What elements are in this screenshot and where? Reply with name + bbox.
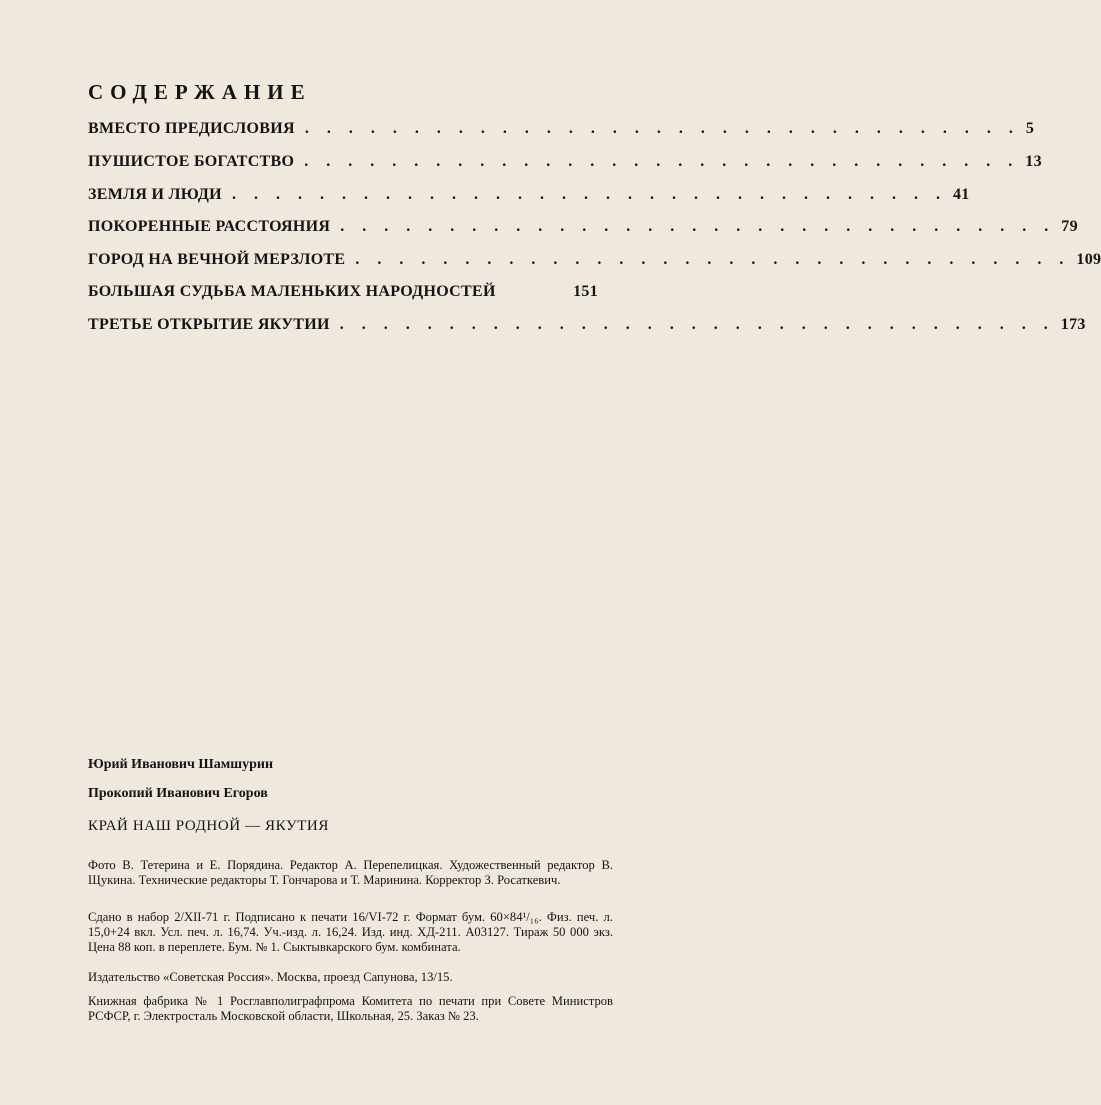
toc-leader: . . . . . . . . . . . . . . . . . . . . . . . . . . . . . . . . . [355,251,1071,268]
toc-leader: . . . . . . . . . . . . . . . . . . . . . . . . . . . . . . . . . [231,186,947,203]
printer-paragraph [88,994,613,1024]
toc-entry [88,283,598,307]
print-info-text: Сдано в набор 2/XII-71 г. Подписано к печати 16/VI-72 г. Формат бум. 60×84¹/₁₆. Физ. печ. л. 15,0+24 вкл. Усл. печ. л. 16,74. Уч.-изд. л. 16,24. Изд. инд. ХД-211. А03127. Тираж 50 000 экз. Цена 88 коп. в переплете. Бум. № 1. Сыктывкарского бум. комбината. [88,910,613,954]
credits-paragraph [88,858,613,888]
toc-entry [88,186,970,210]
toc-entry-page: 5 [1025,120,1035,137]
toc-entry-title: ПОКОРЕННЫЕ РАССТОЯНИЯ [88,218,331,235]
toc-entry-page: 13 [1025,153,1042,170]
toc-entry [88,316,1086,340]
toc-entry-page: 79 [1061,218,1078,235]
toc-entry-title: ПУШИСТОЕ БОГАТСТВО [88,153,295,170]
toc-leader: . . . . . . . . . . . . . . . . . . . . . . . . . . . . . . . . . [340,218,1056,235]
printer-text: Книжная фабрика № 1 Росглавполиграфпрома Комитета по печати при Совете Министров РСФСР, г. Электросталь Московской области, Школьная, 25. Заказ № 23. [88,994,613,1023]
toc-entry-title: ВМЕСТО ПРЕДИСЛОВИЯ [88,120,295,137]
publisher-text: Издательство «Советская Россия». Москва, проезд Сапунова, 13/15. [88,970,453,984]
credits-text: Фото В. Тетерина и Е. Порядина. Редактор А. Перепелицкая. Художественный редактор В. Щукина. Технические редакторы Т. Гончарова и Т. Маринина. Корректор З. Росаткевич. [88,858,613,887]
toc-heading: СОДЕРЖАНИЕ [88,80,312,104]
toc-entry [88,218,1078,242]
toc-entry-page: 109 [1076,251,1101,268]
toc-leader: . . . . . . . . . . . . . . . . . . . . . . . . . . . . . . . . . [339,316,1055,333]
toc-leader: . . . . . . . . . . . . . . . . . . . . . . . . . . . . . . . . . [304,153,1020,170]
publisher-paragraph [88,970,613,985]
print-info-paragraph [88,910,613,955]
author-name: Прокопий Иванович Егоров [88,786,268,801]
toc-entry [88,120,1035,144]
toc-entry-title: ЗЕМЛЯ И ЛЮДИ [88,186,222,203]
toc-entry-title: ГОРОД НА ВЕЧНОЙ МЕРЗЛОТЕ [88,251,346,268]
toc-entry-title: ТРЕТЬЕ ОТКРЫТИЕ ЯКУТИИ [88,316,330,333]
toc-entry [88,153,1042,177]
author-name: Юрий Иванович Шамшурин [88,757,274,772]
toc-entry-page: 173 [1060,316,1086,333]
book-title: КРАЙ НАШ РОДНОЙ — ЯКУТИЯ [88,818,329,834]
toc-entry [88,251,1101,275]
toc-entry-page: 41 [952,186,970,203]
toc-entry-page: 151 [573,283,598,300]
toc-leader: . . . . . . . . . . . . . . . . . . . . . . . . . . . . . . . . . [304,120,1020,137]
toc-entry-title: БОЛЬШАЯ СУДЬБА МАЛЕНЬКИХ НАРОДНОСТЕЙ [88,283,496,300]
